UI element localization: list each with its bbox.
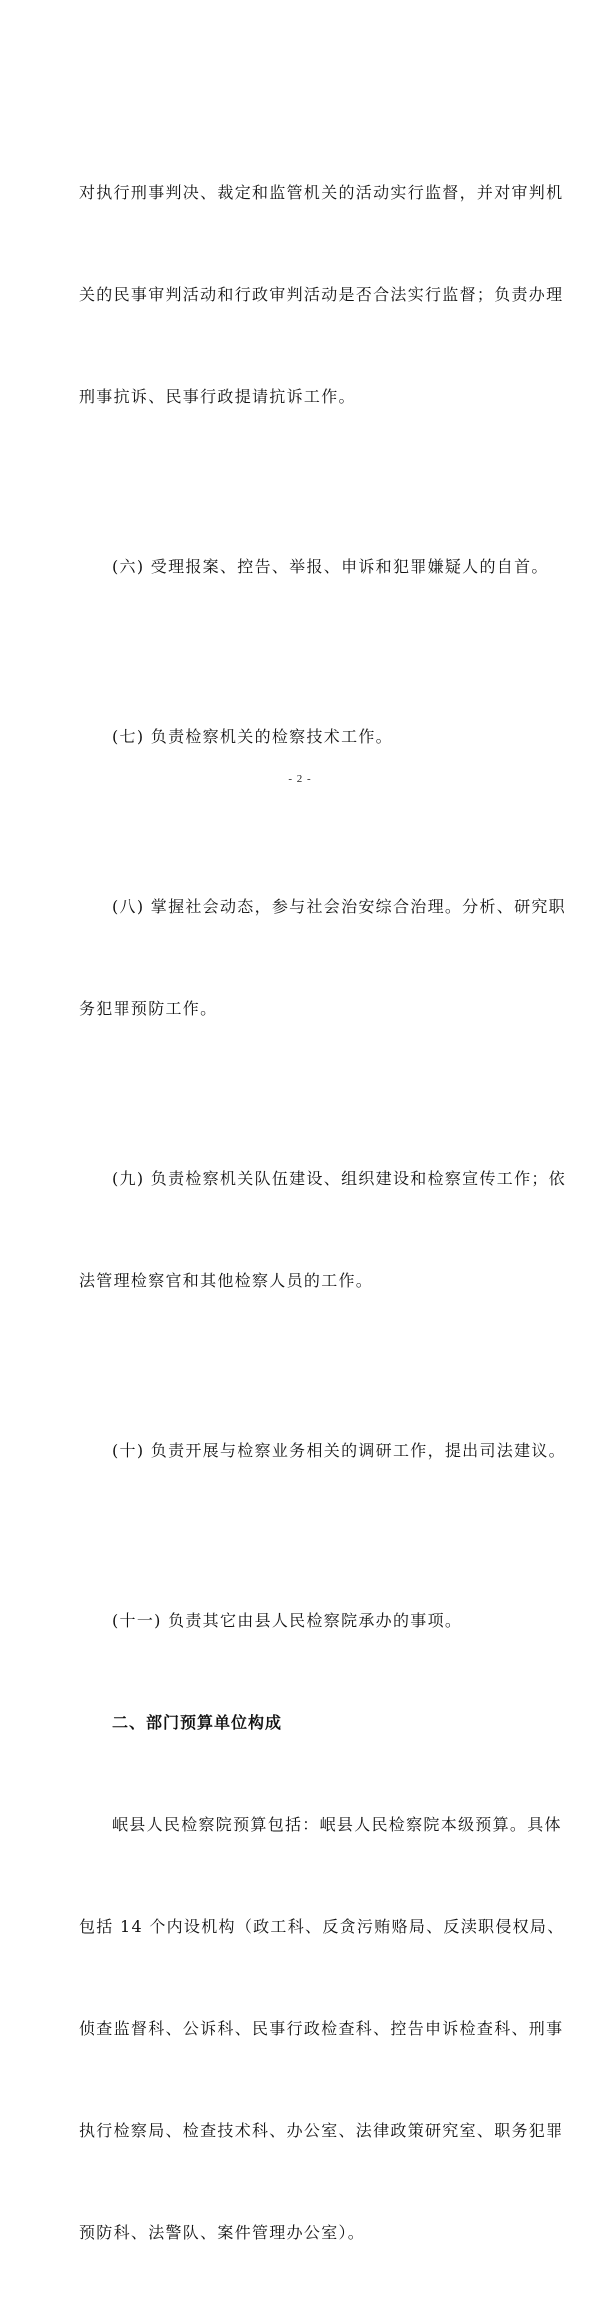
paragraph-item-6: [79, 482, 549, 652]
text-line: 务犯罪预防工作。: [79, 999, 218, 1018]
text-line: 预防科、法警队、案件管理办公室）。: [79, 2223, 366, 2242]
text-line: (七) 负责检察机关的检察技术工作。: [112, 727, 393, 746]
section-heading: 二、部门预算单位构成: [112, 1713, 283, 1732]
text-line: 岷县人民检察院预算包括：岷县人民检察院本级预算。具体: [112, 1815, 562, 1834]
text-line: (八) 掌握社会动态，参与社会治安综合治理。分析、研究职: [112, 897, 566, 916]
text-line: (六) 受理报案、控告、举报、申诉和犯罪嫌疑人的自首。: [112, 557, 549, 576]
text-line: 侦查监督科、公诉科、民事行政检查科、控告申诉检查科、刑事: [79, 2019, 564, 2038]
text-line: 刑事抗诉、民事行政提请抗诉工作。: [79, 387, 356, 406]
text-line: 包括 14 个内设机构（政工科、反贪污贿赂局、反渎职侵权局、: [79, 1917, 565, 1936]
paragraph-item-11: [79, 1536, 524, 1706]
text-line: (九) 负责检察机关队伍建设、组织建设和检察宣传工作；依: [112, 1169, 566, 1188]
text-line: 执行检察局、检查技术科、办公室、法律政策研究室、职务犯罪: [79, 2121, 564, 2140]
paragraph-item-7: [79, 652, 524, 822]
text-line: (十一) 负责其它由县人民检察院承办的事项。: [112, 1611, 463, 1630]
text-line: 法管理检察官和其他检察人员的工作。: [79, 1271, 374, 1290]
paragraph-budget-units: [79, 1740, 565, 2318]
paragraph-item-9: [79, 1094, 566, 1366]
paragraph-item-8: [79, 822, 566, 1094]
text-line: 对执行刑事判决、裁定和监管机关的活动实行监督，并对审判机: [79, 183, 564, 202]
paragraph-item-10: [79, 1366, 566, 1536]
page-number: - 2 -: [288, 773, 312, 785]
document-body: [79, 108, 566, 2318]
text-line: (十) 负责开展与检察业务相关的调研工作，提出司法建议。: [112, 1441, 566, 1460]
text-line: 关的民事审判活动和行政审判活动是否合法实行监督；负责办理: [79, 285, 564, 304]
paragraph-supervision: [79, 108, 564, 482]
